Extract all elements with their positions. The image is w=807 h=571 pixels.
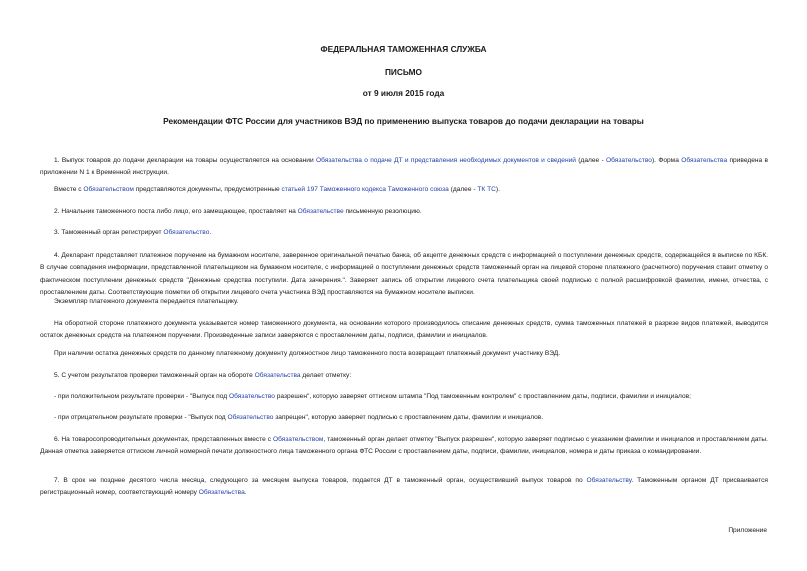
paragraph-text: 6. На товаросопроводительных документах, представленных вместе с [54, 436, 273, 443]
paragraph-text: приведена в приложении N 1 к Временной инструкции. [40, 157, 768, 177]
link-article-197[interactable]: статьей 197 Таможенного кодекса Таможенного союза [281, 186, 449, 193]
paragraph-text: , таможенный орган делает отметку "Выпуск разрешен", которую заверяет подписью с указанием фамилии и инициалов и проставлением даты. Данная отметка заверяется оттиском личной номерной печати должностного лица таможенного органа ФТС России с проставлением даты, подписи, фамилии, инициалов, номера и даты приказа о командировании. [40, 436, 768, 456]
paragraph-4 [40, 227, 768, 239]
paragraph-text: ). [495, 186, 500, 193]
paragraph-text: запрещен", которую заверяет подписью с проставлением даты, фамилии и инициалов. [273, 414, 544, 421]
paragraph-13 [40, 475, 768, 500]
paragraph-text: 2. Начальник таможенного поста либо лицо, его замещающее, проставляет на [54, 208, 298, 215]
paragraph-text: . [209, 229, 212, 236]
paragraph-1 [40, 155, 768, 180]
paragraph-11 [40, 412, 768, 424]
link-tk-ts[interactable]: ТК ТС [477, 186, 496, 193]
link-obligation[interactable]: Обязательство [606, 157, 652, 164]
paragraph-12 [40, 434, 768, 459]
link-obligation[interactable]: Обязательство [228, 393, 275, 400]
paragraph-text: . [244, 489, 247, 497]
paragraph-10 [40, 391, 768, 403]
link-obligation[interactable]: Обязательству [586, 477, 632, 484]
paragraph-text: ). Форма [651, 157, 682, 164]
link-obligation[interactable]: Обязательством [83, 186, 134, 193]
agency-name: ФЕДЕРАЛЬНАЯ ТАМОЖЕННАЯ СЛУЖБА [320, 44, 487, 54]
paragraph-text: - при отрицательном результате проверки - "Выпуск под [54, 414, 228, 421]
document-date: от 9 июля 2015 года [362, 88, 445, 98]
paragraph-text: разрешен", которую заверяет оттиском штампа "Под таможенным контролем" с проставлением даты, подписи, фамилии и инициалов; [274, 393, 691, 400]
paragraph-6: Экземпляр платежного документа передается плательщику. [54, 298, 239, 305]
link-obligation[interactable]: Обязательстве [297, 208, 344, 215]
paragraph-text: 1. Выпуск товаров до подачи декларации на товары осуществляется на основании [54, 157, 316, 164]
link-obligation-form[interactable]: Обязательства о подаче ДТ и представления необходимых документов и сведений [315, 157, 576, 164]
paragraph-text: представляются документы, предусмотренные [133, 186, 282, 193]
paragraph-text: . Таможенным органом ДТ присваивается регистрационный номер, соответствующий номеру [40, 477, 768, 497]
paragraph-9 [40, 370, 768, 382]
paragraph-text: (далее - [448, 186, 478, 193]
paragraph-5: 4. Декларант представляет платежное поручение на бумажном носителе, заверенное оригинальной печатью банка, об акцепте денежных средств с информацией о поступлении денежных средств, содержащейся в выписке по КБК. В случае совпадения информации, представленной плательщиком на бумажном носителе, с информацией о поступлении денежных средств таможенный орган на лицевой стороне платежного (расчетного) поручения ставит отметку о фактическом поступлении денежных средств "Денежные средства поступили. Дата зачерения.". Заверяет запись об открытии лицевого счета плательщика своей подписью с полной расшифровкой фамилии, имени, отчества, с проставлением даты. Соответствующие пометки об открытии лицевого счета участника ВЭД проставляются на бумажном носителе выписки. [40, 252, 768, 297]
paragraph-8: При наличии остатка денежных средств по данному платежному документу должностное лицо таможенного поста возвращает платежный документ участнику ВЭД. [54, 350, 561, 357]
paragraph-2 [40, 184, 768, 196]
paragraph-text: - при положительном результате проверки - "Выпуск под [54, 393, 229, 400]
link-obligation-form-2[interactable]: Обязательства [681, 157, 728, 164]
document-type: ПИСЬМО [384, 67, 423, 77]
link-obligation[interactable]: Обязательства [254, 372, 301, 379]
paragraph-text: 3. Таможенный орган регистрирует [54, 229, 164, 236]
link-obligation[interactable]: Обязательством [272, 436, 324, 443]
link-obligation[interactable]: Обязательство [227, 414, 274, 421]
link-obligation[interactable]: Обязательство [163, 229, 210, 236]
paragraph-text: Вместе с [54, 186, 84, 193]
paragraph-text: 7. В срок не позднее десятого числа месяца, следующего за месяцем выпуска товаров, подается ДТ в таможенный орган, осуществивший выпуск товаров по [54, 477, 587, 484]
paragraph-3 [40, 206, 768, 218]
paragraph-text: (далее - [575, 157, 606, 164]
paragraph-text: письменную резолюцию. [343, 208, 422, 215]
document-title: Рекомендации ФТС России для участников ВЭД по применению выпуска товаров до подачи декларации на товары [163, 116, 644, 126]
link-obligation-number[interactable]: Обязательства [198, 489, 245, 497]
paragraph-7: На оборотной стороне платежного документа указывается номер таможенного документа, на основании которого производилось списание денежных средств, сумма таможенных платежей в разрезе видов платежей, выводится остаток денежных средств на платежном поручении. Произведенные записи заверяются с проставлением даты, подписи, фамилии и инициалов. [40, 320, 768, 340]
paragraph-text: 5. С учетом результатов проверки таможенный орган на обороте [54, 372, 255, 379]
paragraph-text: делает отметку: [300, 372, 352, 379]
appendix-label: Приложение [728, 527, 767, 534]
